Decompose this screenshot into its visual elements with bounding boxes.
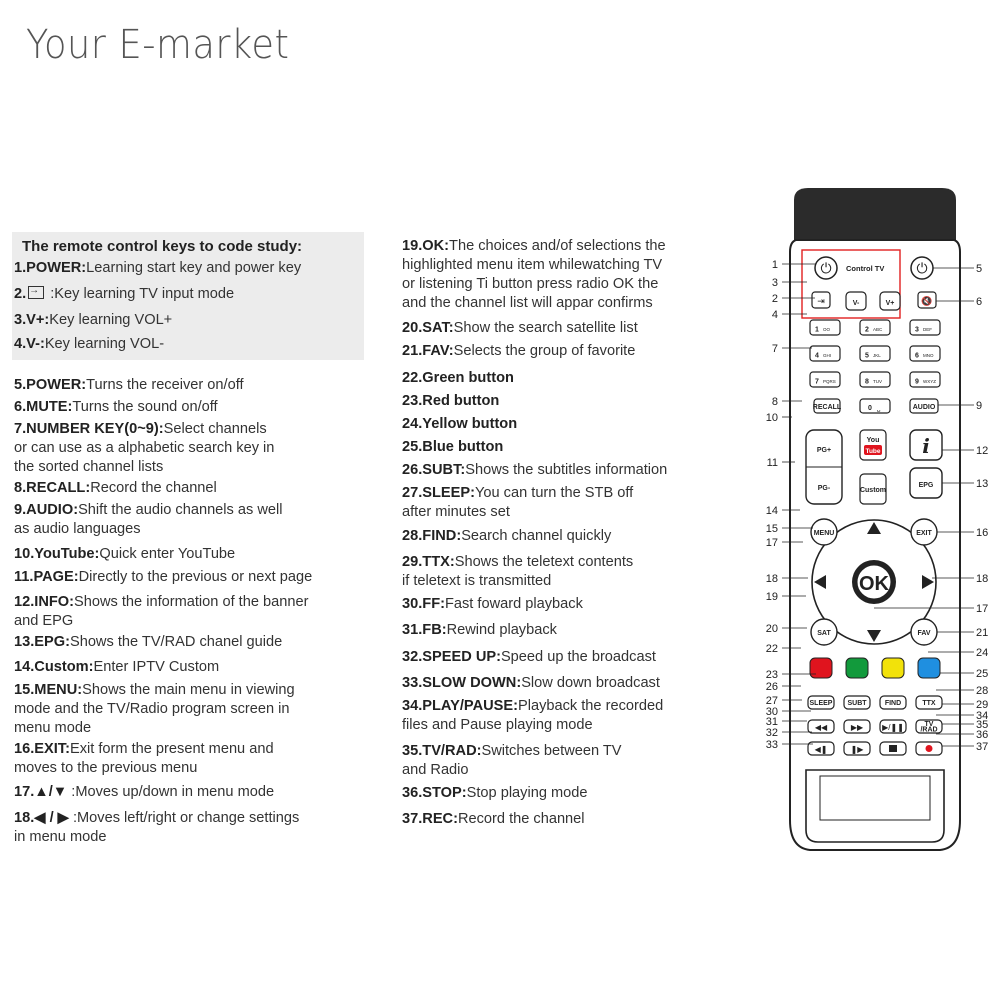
number-0-button: [860, 399, 890, 413]
key-description: as audio languages: [14, 521, 141, 537]
number-2-label: 2: [865, 326, 869, 334]
key-description: highlighted menu item whilewatching TV: [402, 257, 663, 273]
power-icon: ⏻: [916, 260, 928, 276]
key-description: 35.TV/RAD:Switches between TV: [402, 743, 622, 759]
forward-icon: ▶▶: [850, 723, 864, 732]
key-description: 12.INFO:Shows the information of the banner: [14, 594, 309, 610]
key-description: moves to the previous menu: [14, 760, 198, 776]
callout-label: 6: [976, 296, 983, 308]
key-description: 15.MENU:Shows the main menu in viewing: [14, 682, 295, 698]
number-3-label: 3: [915, 326, 919, 334]
remote-control-diagram: [750, 180, 1000, 860]
number-8-letters: TUV: [873, 379, 882, 384]
key-description: and Radio: [402, 762, 469, 778]
callout-label: 9: [976, 400, 983, 412]
red-button: [810, 658, 832, 678]
vol-plus-label: V+: [885, 300, 895, 307]
callout-label: 5: [976, 263, 983, 275]
callout-label: 18: [976, 573, 989, 585]
number-7-letters: PQRS: [823, 379, 836, 384]
key-description: 6.MUTE:Turns the sound on/off: [14, 399, 218, 415]
learning-item: 1.POWER:Learning start key and power key: [14, 260, 302, 276]
key-description: menu mode: [14, 720, 92, 736]
number-5-label: 5: [865, 352, 869, 360]
key-description: 21.FAV:Selects the group of favorite: [402, 343, 636, 359]
key-description: 16.EXIT:Exit form the present menu and: [14, 741, 274, 757]
callout-label: 36: [976, 729, 989, 741]
key-description: mode and the TV/Radio program screen in: [14, 701, 290, 717]
number-7-label: 7: [815, 378, 819, 386]
svg-text:⎵: ⎵: [877, 403, 881, 412]
callout-label: 28: [976, 685, 989, 697]
key-description: the sorted channel lists: [14, 459, 164, 475]
key-description: 20.SAT:Show the search satellite list: [402, 320, 638, 336]
callout-label: 32: [765, 727, 778, 739]
callout-label: 7: [771, 343, 778, 355]
callout-label: 21: [976, 627, 989, 639]
number-6-label: 6: [915, 352, 919, 360]
key-description: 22.Green button: [402, 370, 514, 386]
key-description: if teletext is transmitted: [402, 573, 552, 589]
number-1-letters: OO: [823, 327, 831, 332]
key-description: or can use as a alphabetic search key in: [14, 440, 275, 456]
number-9-letters: WXYZ: [923, 379, 936, 384]
callout-label: 33: [765, 739, 778, 751]
key-description: 17.▲/▼ :Moves up/down in menu mode: [14, 784, 275, 800]
number-5-letters: JKL: [873, 353, 881, 358]
callout-label: 29: [976, 699, 989, 711]
info-icon: i: [922, 434, 930, 458]
callout-label: 13: [976, 478, 989, 490]
learning-item: 2.→ :Key learning TV input mode: [14, 285, 234, 303]
rewind-icon: ◀◀: [814, 723, 828, 732]
callout-label: 22: [765, 643, 778, 655]
sat-label: SAT: [817, 630, 831, 637]
key-description: 37.REC:Record the channel: [402, 811, 585, 827]
page-down-label: PG-: [817, 485, 831, 492]
ok-label: OK: [859, 573, 889, 595]
green-button: [846, 658, 868, 678]
key-description: 9.AUDIO:Shift the audio channels as well: [14, 502, 283, 518]
key-description: 30.FF:Fast foward playback: [402, 596, 583, 612]
key-description: and EPG: [14, 613, 74, 629]
callout-label: 19: [765, 591, 778, 603]
recall-label: RECALL: [812, 404, 842, 411]
sleep-label: SLEEP: [809, 700, 833, 707]
callout-label: 10: [765, 412, 778, 424]
epg-label: EPG: [918, 482, 934, 489]
key-description: 23.Red button: [402, 393, 500, 409]
key-description: 25.Blue button: [402, 439, 504, 455]
control-tv-label: Control TV: [846, 264, 885, 273]
key-description: 24.Yellow button: [402, 416, 518, 432]
callout-label: 17: [765, 537, 778, 549]
number-4-letters: GHI: [823, 353, 832, 358]
learning-item: 3.V+:Key learning VOL+: [14, 312, 173, 328]
callout-label: 16: [976, 527, 989, 539]
key-description: after minutes set: [402, 504, 510, 520]
number-pad: [810, 320, 940, 387]
callout-label: 11: [766, 457, 778, 469]
key-description: 31.FB:Rewind playback: [402, 622, 557, 638]
number-1-label: 1: [815, 326, 819, 334]
tv-input-icon: [28, 286, 44, 299]
callout-label: 18: [765, 573, 778, 585]
slow-down-icon: ◀❚: [814, 745, 828, 754]
callout-label: 20: [765, 623, 778, 635]
learning-item: 4.V-:Key learning VOL-: [14, 336, 165, 352]
key-description: 13.EPG:Shows the TV/RAD chanel guide: [14, 634, 283, 650]
key-description: 32.SPEED UP:Speed up the broadcast: [402, 649, 656, 665]
key-description: 33.SLOW DOWN:Slow down broadcast: [402, 675, 660, 691]
custom-label: Custom: [859, 487, 887, 494]
callout-label: 3: [771, 277, 778, 289]
key-description: 34.PLAY/PAUSE:Playback the recorded: [402, 698, 664, 714]
key-description: 19.OK:The choices and/of selections the: [402, 238, 666, 254]
speed-up-icon: ❚▶: [850, 745, 864, 754]
number-3-letters: DEF: [923, 327, 932, 332]
ttx-label: TTX: [922, 700, 936, 707]
find-label: FIND: [884, 700, 902, 707]
key-description: or listening Ti button press radio OK the: [402, 276, 659, 292]
callout-label: 25: [976, 668, 989, 680]
callout-label: 24: [976, 647, 989, 659]
key-description: 28.FIND:Search channel quickly: [402, 528, 612, 544]
callout-label: 35: [976, 719, 989, 731]
callout-label: 8: [771, 396, 778, 408]
tv-rad-label-bottom: /RAD: [920, 726, 938, 734]
callout-label: 27: [765, 695, 778, 707]
key-description: 18.◀ / ▶ :Moves left/right or change settings: [14, 810, 300, 826]
vol-minus-label: V-: [852, 300, 860, 307]
callout-label: 26: [765, 681, 778, 693]
blue-button: [918, 658, 940, 678]
stop-icon: [889, 745, 897, 752]
exit-label: EXIT: [916, 530, 932, 537]
fav-label: FAV: [917, 630, 931, 637]
menu-label: MENU: [813, 530, 835, 537]
callout-label: 30: [765, 706, 778, 718]
youtube-label-top: You: [866, 437, 880, 444]
key-description: 10.YouTube:Quick enter YouTube: [14, 546, 236, 562]
number-9-label: 9: [915, 378, 919, 386]
callout-label: 23: [765, 669, 778, 681]
callout-label: 34: [976, 710, 989, 722]
callout-label: 12: [976, 445, 989, 457]
rec-icon: [926, 745, 933, 752]
number-0-label: 0: [868, 405, 872, 412]
callout-label: 37: [976, 741, 989, 753]
key-description: 11.PAGE:Directly to the previous or next page: [14, 569, 313, 585]
yellow-button: [882, 658, 904, 678]
subt-label: SUBT: [847, 700, 867, 707]
callout-label: 15: [765, 523, 778, 535]
tv-input-icon: ⇥: [817, 296, 825, 306]
callout-label: 1: [771, 259, 778, 271]
tv-rad-label-top: TV: [924, 721, 934, 728]
callout-label: 14: [765, 505, 778, 517]
callout-label: 4: [771, 309, 778, 321]
key-description: and the channel list will appar confirms: [402, 295, 653, 311]
key-description: 29.TTX:Shows the teletext contents: [402, 554, 634, 570]
key-description: 14.Custom:Enter IPTV Custom: [14, 659, 220, 675]
key-description: 36.STOP:Stop playing mode: [402, 785, 588, 801]
brand-logo: Your E-market: [26, 22, 290, 68]
number-2-letters: ABC: [873, 327, 883, 332]
key-description: 8.RECALL:Record the channel: [14, 480, 217, 496]
number-4-label: 4: [815, 352, 819, 360]
key-description: files and Pause playing mode: [402, 717, 593, 733]
learning-title: The remote control keys to code study:: [22, 238, 303, 255]
number-6-letters: MNO: [923, 353, 934, 358]
play-pause-icon: ▶/❚❚: [882, 723, 904, 732]
key-description: 26.SUBT:Shows the subtitles information: [402, 462, 668, 478]
audio-label: AUDIO: [912, 404, 936, 411]
power-icon: ⏻: [820, 260, 832, 276]
callout-label: 2: [771, 293, 778, 305]
key-description: 5.POWER:Turns the receiver on/off: [14, 377, 244, 393]
mute-icon: 🔇: [921, 296, 933, 306]
number-8-label: 8: [865, 378, 869, 386]
youtube-label-bottom: Tube: [865, 448, 881, 455]
page-up-label: PG+: [816, 447, 832, 454]
key-description: 7.NUMBER KEY(0~9):Select channels: [14, 421, 267, 437]
key-description: 27.SLEEP:You can turn the STB off: [402, 485, 634, 501]
remote-top-cap: [794, 188, 956, 242]
key-description: in menu mode: [14, 829, 107, 845]
callout-label: 17: [976, 603, 989, 615]
callout-label: 31: [765, 716, 778, 728]
